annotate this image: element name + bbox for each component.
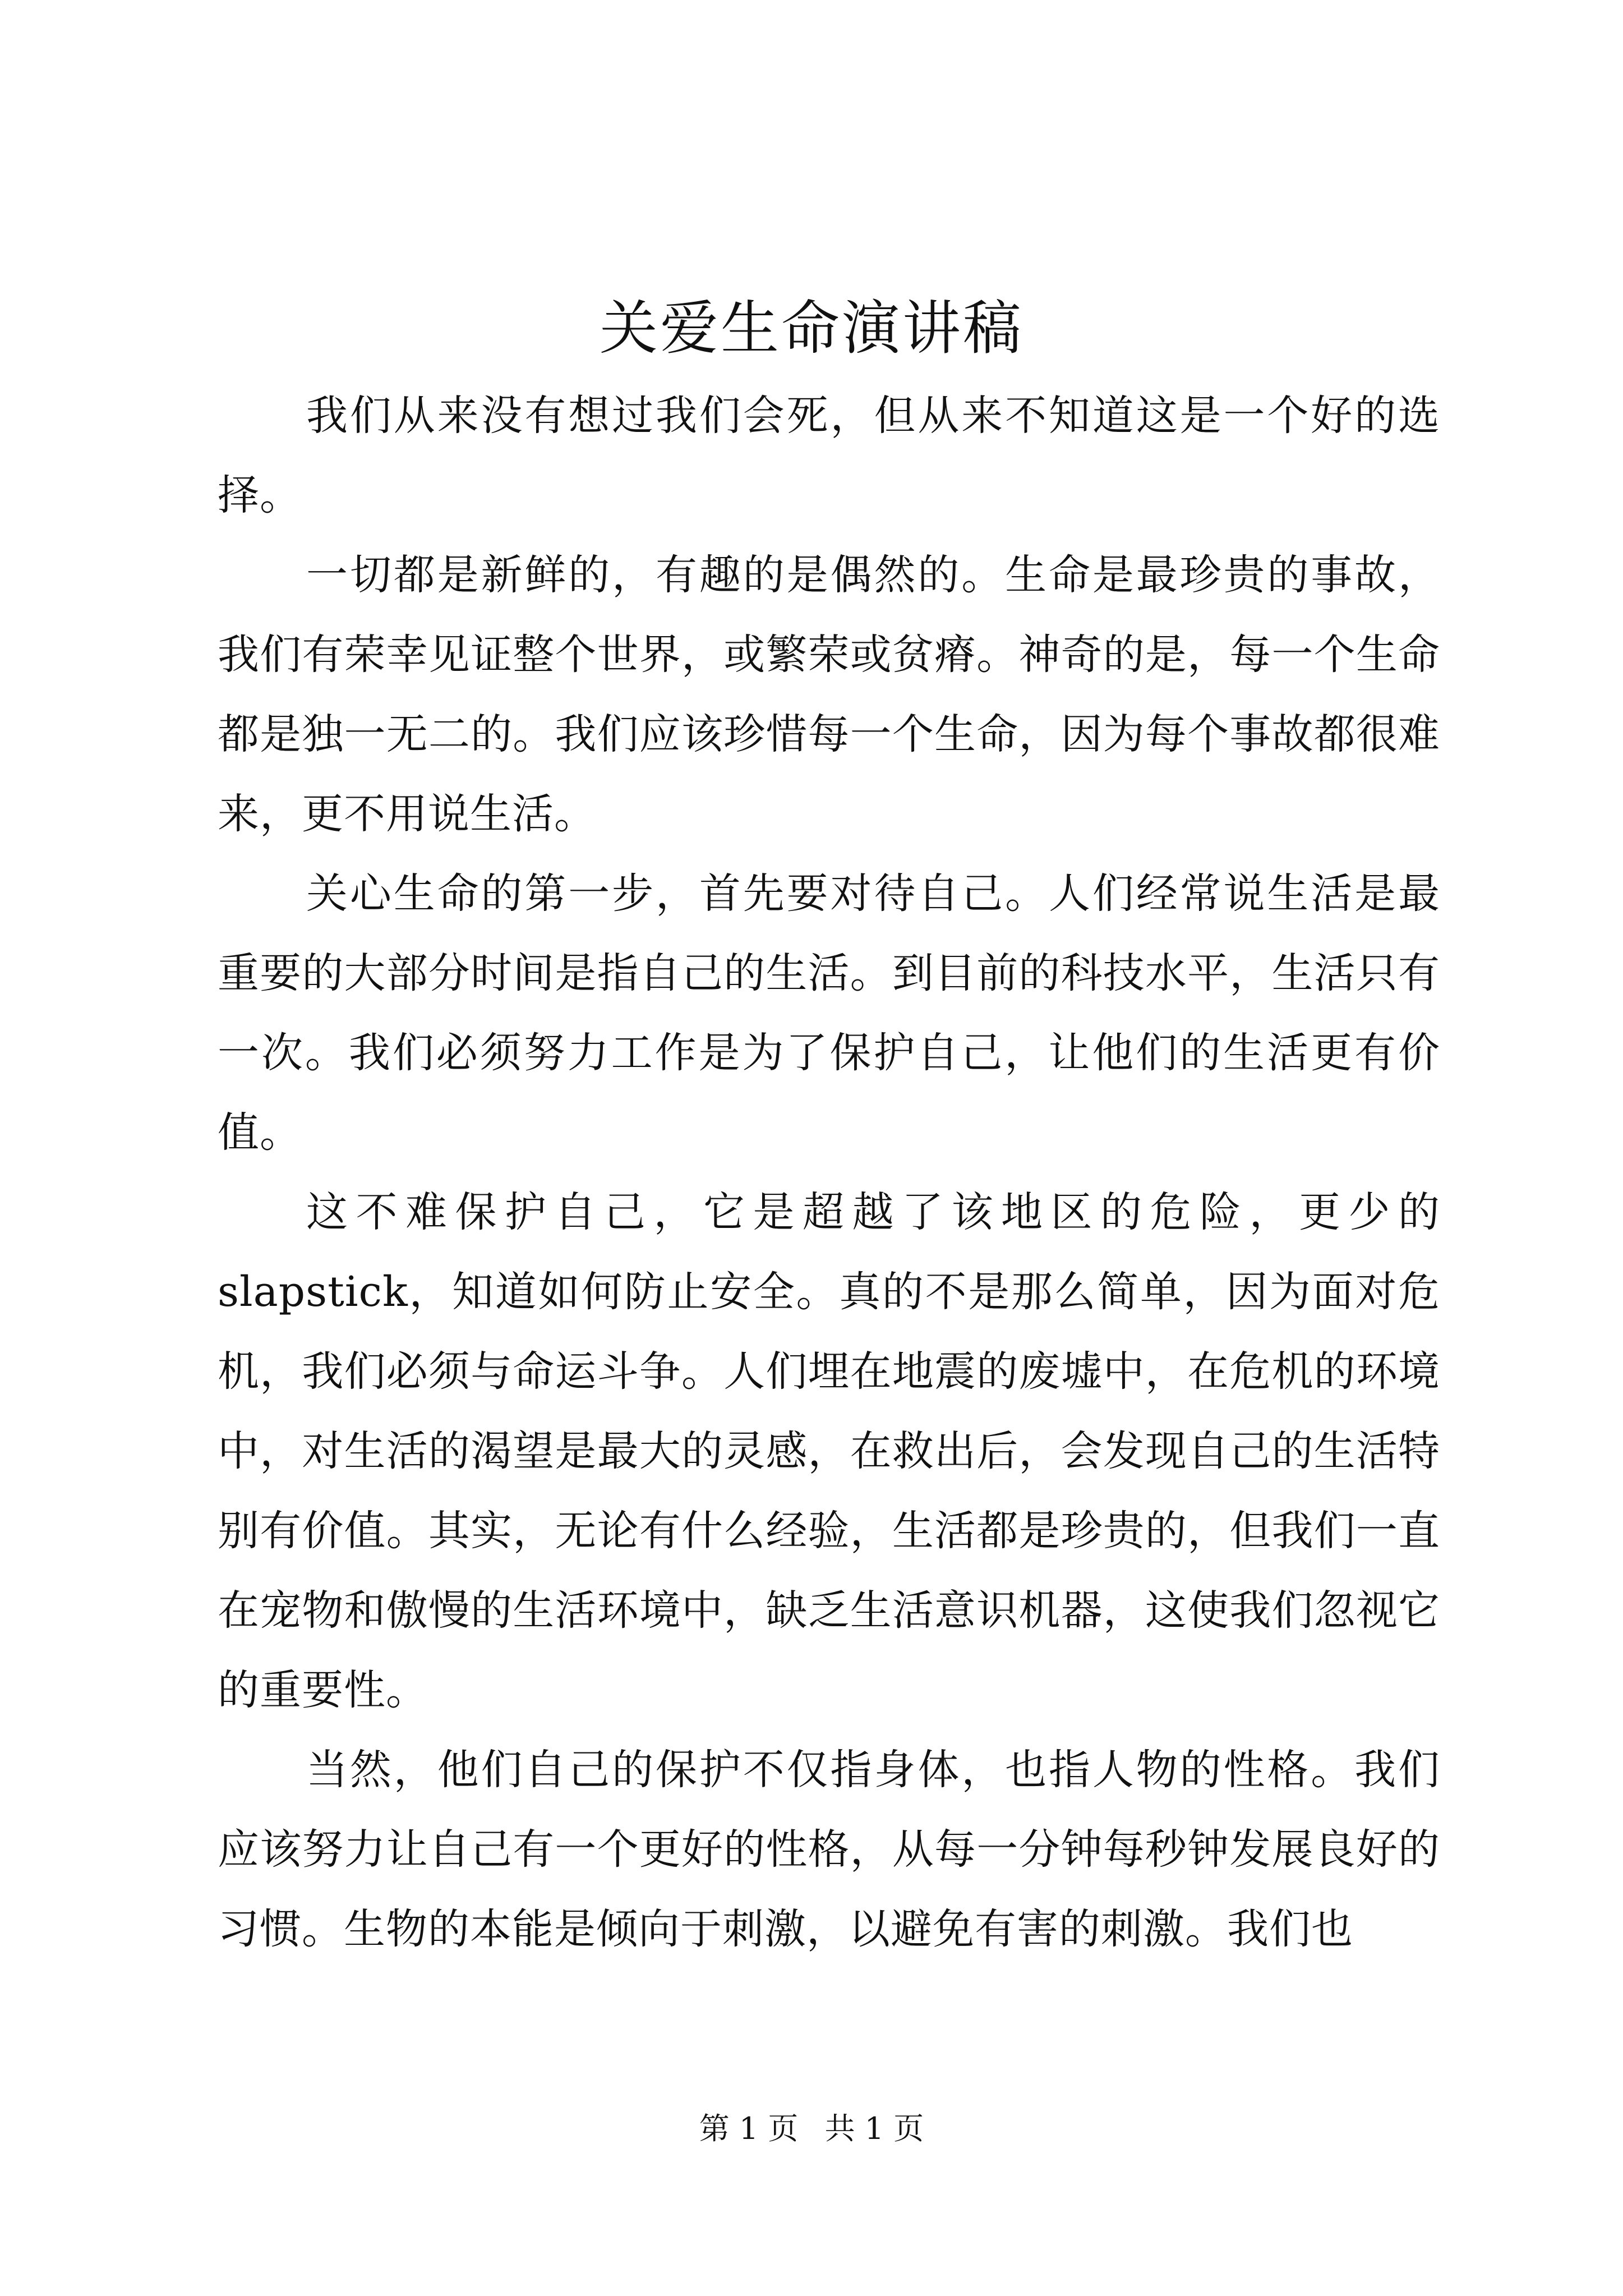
- paragraph-5: 当然，他们自己的保护不仅指身体，也指人物的性格。我们应该努力让自己有一个更好的性格，从每一分钟每秒钟发展良好的习惯。生物的本能是倾向于刺激，以避免有害的刺激。我们也: [218, 1746, 1440, 1953]
- document-body: [218, 376, 1440, 1969]
- paragraph-2: 一切都是新鲜的，有趣的是偶然的。生命是最珍贵的事故，我们有荣幸见证整个世界，或繁荣或贫瘠。神奇的是，每一个生命都是独一无二的。我们应该珍惜每一个生命，因为每个事故都很难来，更不用说生活。: [218, 551, 1440, 838]
- page-number: 第 1 页: [699, 2111, 799, 2146]
- page-total: 共 1 页: [824, 2111, 924, 2146]
- page-footer: [0, 2109, 1623, 2148]
- paragraph-3: 关心生命的第一步，首先要对待自己。人们经常说生活是最重要的大部分时间是指自己的生活。到目前的科技水平，生活只有一次。我们必须努力工作是为了保护自己，让他们的生活更有价值。: [218, 869, 1440, 1157]
- paragraph-4: 这不难保护自己，它是超越了该地区的危险，更少的slapstick，知道如何防止安全。真的不是那么简单，因为面对危机，我们必须与命运斗争。人们埋在地震的废墟中，在危机的环境中，对生活的渴望是最大的灵感，在救出后，会发现自己的生活特别有价值。其实，无论有什么经验，生活都是珍贵的，但我们一直在宠物和傲慢的生活环境中，缺乏生活意识机器，这使我们忽视它的重要性。: [218, 1188, 1440, 1714]
- paragraph-1: 我们从来没有想过我们会死，但从来不知道这是一个好的选择。: [218, 392, 1440, 519]
- document-title: 关爱生命演讲稿: [599, 294, 1023, 362]
